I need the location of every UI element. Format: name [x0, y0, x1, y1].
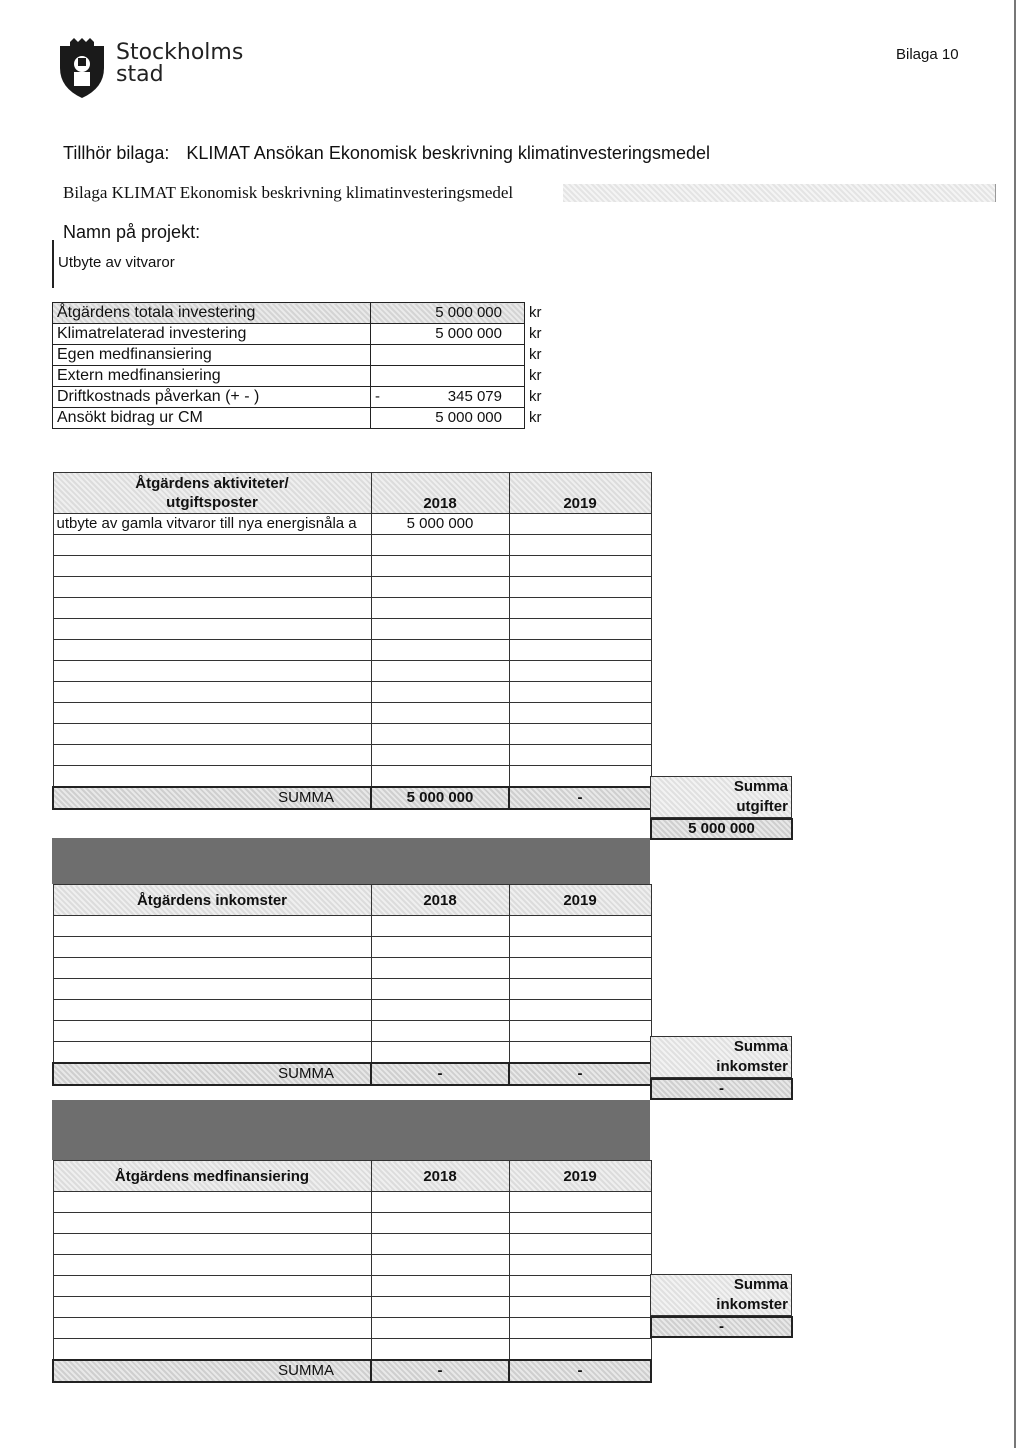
table-row: [53, 682, 651, 703]
expenses-total-side-label: [650, 776, 792, 818]
side-label-line-1: Summa: [733, 778, 788, 795]
project-name-label: Namn på projekt:: [63, 222, 201, 242]
table-header-row: [53, 1161, 651, 1192]
table-row: [53, 366, 564, 387]
table-row: [53, 535, 651, 556]
minus-sign: -: [375, 388, 380, 405]
year-2018-header: 2018: [371, 885, 509, 916]
expense-2019: [509, 514, 651, 535]
side-label-line-2: inkomster: [716, 1296, 788, 1313]
summary-unit: kr: [529, 388, 542, 405]
expenses-total-side-value: 5 000 000: [650, 818, 793, 840]
table-row: [53, 724, 651, 745]
expense-label: utbyte av gamla vitvaror till nya energisnåla a: [53, 514, 371, 535]
expenses-header-line-2: utgiftsposter: [166, 494, 258, 511]
text-cursor-bar: [52, 240, 54, 288]
income-table: [52, 884, 652, 1086]
page-edge-line: [1014, 0, 1016, 1448]
table-row: [53, 556, 651, 577]
logo-line-2: stad: [116, 62, 164, 87]
summary-unit: kr: [529, 367, 542, 384]
table-row: [53, 598, 651, 619]
income-summa-2019: -: [509, 1063, 651, 1085]
table-row: [53, 1000, 651, 1021]
summary-label: Ansökt bidrag ur CM: [53, 408, 371, 429]
attachment-number: Bilaga 10: [896, 46, 959, 63]
side-label-line-2: inkomster: [716, 1058, 788, 1075]
table-row: [53, 766, 651, 788]
income-header: Åtgärdens inkomster: [53, 885, 371, 916]
belongs-to-row: [63, 143, 710, 164]
table-row: [53, 703, 651, 724]
summary-unit: kr: [529, 325, 542, 342]
year-2019-header: 2019: [509, 1161, 651, 1192]
summary-label: Klimatrelaterad investering: [53, 324, 371, 345]
cofinancing-summa-label: SUMMA: [53, 1360, 371, 1382]
expense-2018: 5 000 000: [371, 514, 509, 535]
summary-unit: kr: [529, 409, 542, 426]
table-row: [53, 1318, 651, 1339]
table-row: [53, 577, 651, 598]
table-row: [53, 1042, 651, 1064]
belongs-to-value: KLIMAT Ansökan Ekonomisk beskrivning klimatinvesteringsmedel: [186, 143, 710, 163]
table-row: [53, 387, 564, 408]
summary-value-cell: [371, 408, 525, 429]
cofinancing-summa-2018: -: [371, 1360, 509, 1382]
expenses-total-row: [53, 787, 651, 809]
side-label-line-2: utgifter: [736, 798, 788, 815]
cofinancing-header: Åtgärdens medfinansiering: [53, 1161, 371, 1192]
investment-summary-table: [52, 302, 564, 429]
year-2018-header: 2018: [371, 1161, 509, 1192]
table-row: [53, 1192, 651, 1213]
cofinancing-summa-2019: -: [509, 1360, 651, 1382]
year-2018-header: 2018: [371, 473, 509, 514]
summary-value-cell: [371, 345, 525, 366]
income-summa-label: SUMMA: [53, 1063, 371, 1085]
summary-value-cell: [371, 366, 525, 387]
table-header-row: [53, 473, 651, 514]
cofinancing-table: [52, 1160, 652, 1383]
income-summa-2018: -: [371, 1063, 509, 1085]
expenses-header-line-1: Åtgärdens aktiviteter/: [135, 475, 289, 492]
summary-label: Driftkostnads påverkan (+ - ): [53, 387, 371, 408]
summary-value-cell: [371, 387, 525, 408]
attachment-title: Bilaga KLIMAT Ekonomisk beskrivning klimatinvesteringsmedel: [63, 183, 519, 202]
table-row: [53, 1234, 651, 1255]
separator-band: [52, 1100, 650, 1160]
separator-band: [52, 838, 650, 884]
shaded-field-edge: [995, 184, 996, 202]
stockholm-crest-logo: [56, 38, 108, 100]
logo-line-1: Stockholms: [116, 40, 244, 65]
table-row: [53, 324, 564, 345]
table-row: [53, 745, 651, 766]
cofinancing-total-side-value: -: [650, 1316, 793, 1338]
summary-value-cell: [371, 324, 525, 345]
expenses-table: [52, 472, 652, 810]
income-total-row: [53, 1063, 651, 1085]
table-row: [53, 514, 651, 535]
summary-value: 5 000 000: [435, 325, 502, 342]
summary-value: 345 079: [447, 388, 502, 405]
side-label-line-1: Summa: [733, 1276, 788, 1293]
table-row: [53, 303, 564, 324]
table-row: [53, 916, 651, 937]
summary-label: Extern medfinansiering: [53, 366, 371, 387]
summary-value: 5 000 000: [435, 304, 502, 321]
side-label-line-1: Summa: [733, 1038, 788, 1055]
summary-label: Egen medfinansiering: [53, 345, 371, 366]
table-row: [53, 345, 564, 366]
summary-value: 5 000 000: [435, 409, 502, 426]
expenses-summa-2019: -: [509, 787, 651, 809]
year-2019-header: 2019: [509, 885, 651, 916]
table-row: [53, 640, 651, 661]
summary-label: Åtgärdens totala investering: [53, 303, 371, 324]
table-row: [53, 937, 651, 958]
summary-unit: kr: [529, 304, 542, 321]
attachment-title-row: [63, 182, 941, 204]
expenses-summa-label: SUMMA: [53, 787, 371, 809]
table-row: [53, 1339, 651, 1361]
logo-wordmark: [116, 42, 243, 86]
summary-value-cell: [371, 303, 525, 324]
shaded-field: [563, 184, 995, 202]
expenses-header: [53, 473, 371, 514]
table-row: [53, 1297, 651, 1318]
belongs-to-label: Tillhör bilaga:: [63, 143, 170, 163]
year-2019-header: 2019: [509, 473, 651, 514]
summary-unit: kr: [529, 346, 542, 363]
table-row: [53, 979, 651, 1000]
table-row: [53, 661, 651, 682]
table-header-row: [53, 885, 651, 916]
table-row: [53, 1255, 651, 1276]
table-row: [53, 408, 564, 429]
table-row: [53, 1276, 651, 1297]
expenses-summa-2018: 5 000 000: [371, 787, 509, 809]
project-name-value: Utbyte av vitvaror: [58, 254, 175, 271]
table-row: [53, 1213, 651, 1234]
income-total-side-value: -: [650, 1078, 793, 1100]
cofinancing-total-side-label: [650, 1274, 792, 1316]
table-row: [53, 958, 651, 979]
cofinancing-total-row: [53, 1360, 651, 1382]
income-total-side-label: [650, 1036, 792, 1078]
table-row: [53, 1021, 651, 1042]
table-row: [53, 619, 651, 640]
